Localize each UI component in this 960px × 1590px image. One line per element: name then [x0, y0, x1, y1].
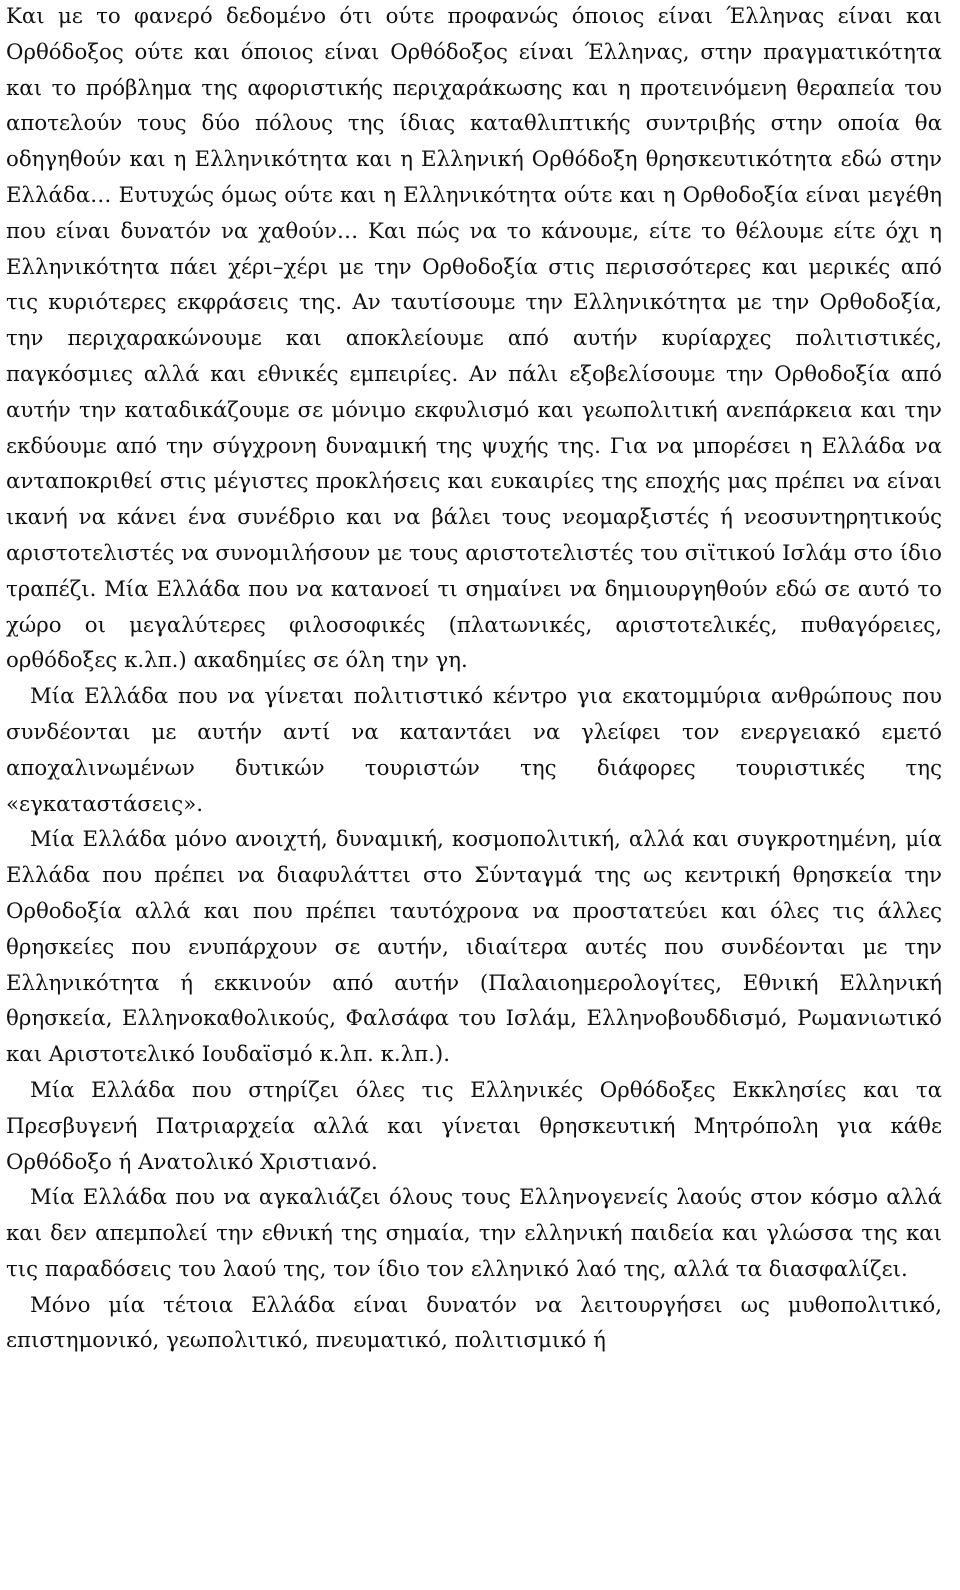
- paragraph-5: Μία Ελλάδα που να αγκαλιάζει όλους τους Ελληνογενείς λαούς στον κόσμο αλλά και δεν απεμπολεί την εθνική της σημαία, την ελληνική παιδεία και γλώσσα της και τις παραδόσεις του λαού της, τον ίδιο τον ελληνικό λαό της, αλλά τα διασφαλίζει.: [6, 1185, 942, 1282]
- paragraph-3: Μία Ελλάδα μόνο ανοιχτή, δυναμική, κοσμοπολιτική, αλλά και συγκροτημένη, μία Ελλάδα που πρέπει να διαφυλάττει στο Σύνταγμά της ως κεντρική θρησκεία την Ορθοδοξία αλλά και που πρέπει ταυτόχρονα να προστατεύει και όλες τις άλλες θρησκείες που ενυπάρχουν σε αυτήν, ιδιαίτερα αυτές που συνδέονται με την Ελληνικότητα ή εκκινούν από αυτήν (Παλαιοημερολογίτες, Εθνική Ελληνική θρησκεία, Ελληνοκαθολικούς, Φαλσάφα του Ισλάμ, Ελληνοβουδδισμό, Ρωμανιωτικό και Αριστοτελικό Ιουδαϊσμό κ.λπ. κ.λπ.).: [6, 827, 942, 1068]
- paragraph-2: Μία Ελλάδα που να γίνεται πολιτιστικό κέντρο για εκατομμύρια ανθρώπους που συνδέονται με αυτήν αντί να καταντάει να γλείφει τον ενεργειακό εμετό αποχαλινωμένων δυτικών τουριστών της διάφορες τουριστικές της «εγκαταστάσεις».: [6, 684, 942, 817]
- paragraph-4: Μία Ελλάδα που στηρίζει όλες τις Ελληνικές Ορθόδοξες Εκκλησίες και τα Πρεσβυγενή Πατριαρχεία αλλά και γίνεται θρησκευτική Μητρόπολη για κάθε Ορθόδοξο ή Ανατολικό Χριστιανό.: [6, 1077, 942, 1175]
- paragraph-1: Και με το φανερό δεδομένο ότι ούτε προφανώς όποιος είναι Έλληνας είναι και Ορθόδοξος ούτε και όποιος είναι Ορθόδοξος είναι Έλληνας, στην πραγματικότητα και το πρόβλημα της αφοριστικής περιχαράκωσης και η προτεινόμενη θεραπεία του αποτελούν τους δύο πόλους της ίδιας καταθλιπτικής συντριβής στην οποία θα οδηγηθούν και η Ελληνικότητα και η Ελληνική Ορθόδοξη θρησκευτικότητα εδώ στην Ελλάδα… Ευτυχώς όμως ούτε και η Ελληνικότητα ούτε και η Ορθοδοξία είναι μεγέθη που είναι δυνατόν να χαθούν… Και πώς να το κάνουμε, είτε το θέλουμε είτε όχι η Ελληνικότητα πάει χέρι–χέρι με την Ορθοδοξία στις περισσότερες και μερικές από τις κυριότερες εκφράσεις της. Αν ταυτίσουμε την Ελληνικότητα με την Ορθοδοξία, την περιχαρακώνουμε και αποκλείουμε από αυτήν κυρίαρχες πολιτιστικές, παγκόσμιες αλλά και εθνικές εμπειρίες. Αν πάλι εξοβελίσουμε την Ορθοδοξία από αυτήν την καταδικάζουμε σε μόνιμο εκφυλισμό και γεωπολιτική ανεπάρκεια και την εκδύουμε από την σύγχρονη δυναμική της ψυχής της. Για να μπορέσει η Ελλάδα να ανταποκριθεί στις μέγιστες προκλήσεις και ευκαιρίες της εποχής μας πρέπει να είναι ικανή να κάνει ένα συνέδριο και να βάλει τους νεομαρξιστές ή νεοσυντηρητικούς αριστοτελιστές να συνομιλήσουν με τους αριστοτελιστές του σιϊτικού Ισλάμ στο ίδιο τραπέζι. Μία Ελλάδα που να κατανοεί τι σημαίνει να δημιουργηθούν εδώ σε αυτό το χώρο οι μεγαλύτερες φιλοσοφικές (πλατωνικές, αριστοτελικές, πυθαγόρειες, ορθόδοξες κ.λπ.) ακαδημίες σε όλη την γη.: [6, 4, 942, 674]
- paragraph-6: Μόνο μία τέτοια Ελλάδα είναι δυνατόν να λειτουργήσει ως μυθοπολιτικό, επιστημονικό, γεωπολιτικό, πνευματικό, πολιτισμικό ή: [6, 1292, 942, 1354]
